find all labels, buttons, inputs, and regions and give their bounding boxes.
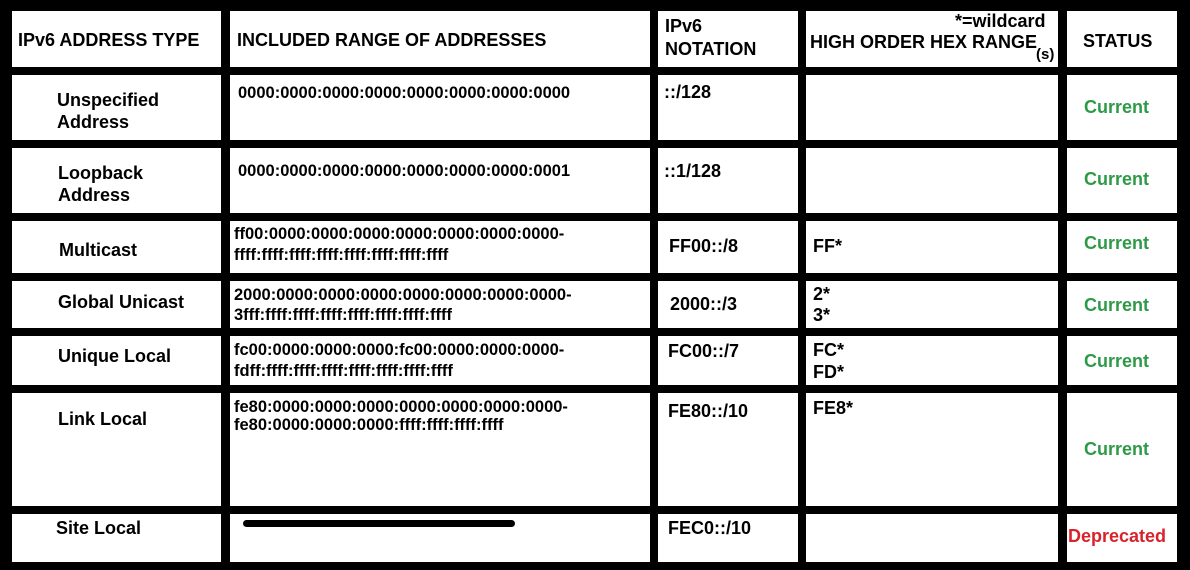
type-label: Multicast [59,240,138,260]
status-badge: Current [1084,97,1150,117]
hex-cell [806,148,1058,213]
type-label: Site Local [56,518,142,538]
wildcard-note: *=wildcard [955,11,1046,31]
status-badge: Current [1084,169,1150,189]
type-label: Global Unicast [58,292,185,312]
notation-text: ::1/128 [664,161,722,181]
range-text: fdff:ffff:ffff:ffff:ffff:ffff:ffff:ffff [234,362,453,380]
hex-cell [806,221,1058,273]
range-text: 2000:0000:0000:0000:0000:0000:0000:0000- [234,286,572,304]
notation-text: FE80::/10 [668,401,749,421]
notation-text: FEC0::/10 [668,518,752,538]
redacted-range-bar [243,520,515,527]
header-notation-line1: IPv6 [665,16,703,36]
type-label: Link Local [58,409,148,429]
hex-cell [806,281,1058,328]
hex-cell [806,75,1058,140]
status-badge: Current [1084,439,1150,459]
range-text: fe80:0000:0000:0000:ffff:ffff:ffff:ffff [234,416,504,434]
hex-text: FC* [813,340,844,360]
notation-text: FC00::/7 [668,341,740,361]
type-label: Address [57,112,130,132]
range-text: 3fff:ffff:ffff:ffff:ffff:ffff:ffff:ffff [234,306,452,324]
type-label: Address [58,185,131,205]
header-status: STATUS [1083,31,1153,51]
header-type: IPv6 ADDRESS TYPE [18,30,200,50]
header-hex: HIGH ORDER HEX RANGE [810,32,1038,52]
status-badge: Current [1084,233,1150,253]
range-text: 0000:0000:0000:0000:0000:0000:0000:0000 [238,84,571,102]
type-label: Unspecified [57,90,160,110]
status-badge: Current [1084,351,1150,371]
header-hex-suffix: (s) [1036,46,1055,63]
range-text: 0000:0000:0000:0000:0000:0000:0000:0001 [238,162,571,180]
status-badge: Current [1084,295,1150,315]
hex-text: 3* [813,305,831,325]
notation-text: 2000::/3 [670,294,738,314]
hex-text: FF* [813,236,842,256]
status-badge: Deprecated [1068,526,1167,546]
hex-text: 2* [813,284,831,304]
notation-text: ::/128 [664,82,712,102]
header-notation-line2: NOTATION [665,39,757,59]
hex-text: FD* [813,362,844,382]
type-label: Loopback [58,163,144,183]
type-label: Unique Local [58,346,172,366]
range-text: ff00:0000:0000:0000:0000:0000:0000:0000- [234,225,565,243]
range-text: fe80:0000:0000:0000:0000:0000:0000:0000- [234,398,568,416]
hex-text: FE8* [813,398,854,418]
range-text: ffff:ffff:ffff:ffff:ffff:ffff:ffff:ffff [234,246,449,264]
hex-cell [806,514,1058,562]
range-text: fc00:0000:0000:0000:fc00:0000:0000:0000- [234,341,565,359]
notation-text: FF00::/8 [669,236,739,256]
header-range: INCLUDED RANGE OF ADDRESSES [237,30,547,50]
